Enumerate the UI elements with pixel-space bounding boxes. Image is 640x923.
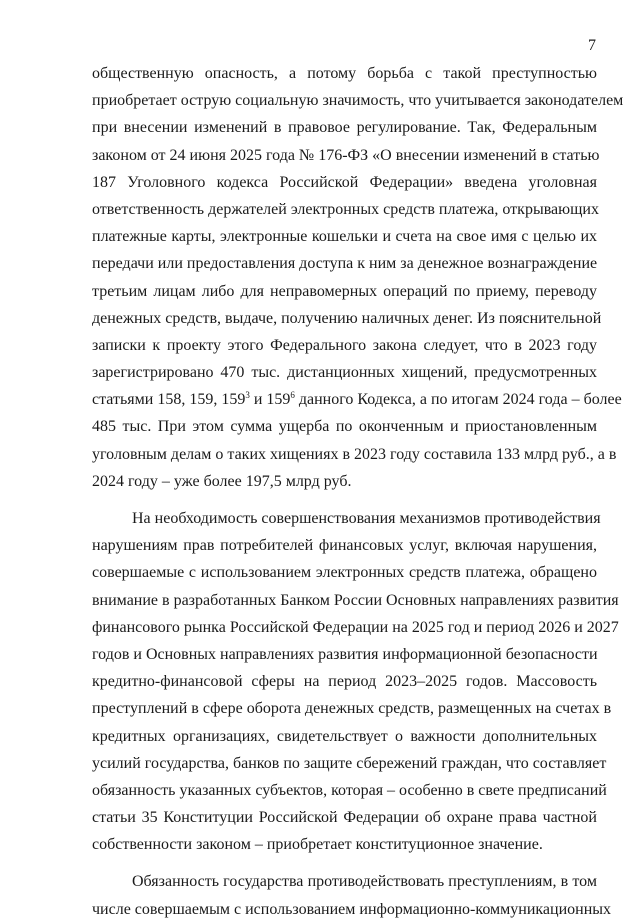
text-line: преступлений в сфере оборота денежных средств, размещенных на счетах в	[92, 700, 612, 718]
text-line: общественную опасность, а потому борьба с такой преступностью	[92, 65, 597, 82]
text-line: ответственность держателей электронных средств платежа, открывающих	[92, 200, 599, 218]
text-line: совершаемые с использованием электронных средств платежа, обращено	[92, 564, 597, 582]
text-line: приобретает острую социальную значимость, что учитывается законодателем	[92, 92, 624, 110]
text-line: денежных средств, выдаче, получению наличных денег. Из пояснительной	[92, 309, 602, 327]
superscript: 3	[245, 390, 250, 401]
superscript: 6	[290, 390, 295, 401]
text-line: усилий государства, банков по защите сбережений граждан, что составляет	[92, 754, 607, 772]
text-line: уголовным делам о таких хищениях в 2023 году составила 133 млрд руб., а в	[92, 445, 617, 463]
text-line: Обязанность государства противодействовать преступлениям, в том	[132, 873, 597, 891]
text-line: передачи или предоставления доступа к ним за денежное вознаграждение	[92, 255, 598, 273]
text-line: кредитно-финансовой сферы на период 2023–2025 годов. Массовость	[92, 673, 597, 691]
text-fragment: данного Кодекса, а по итогам 2024 года – более	[294, 391, 622, 409]
text-line: статьи 35 Конституции Российской Федерации об охране права частной	[92, 809, 597, 827]
text-line: внимание в разработанных Банком России Основных направлениях развития	[92, 591, 619, 609]
text-line: числе совершаемым с использованием информационно-коммуникационных	[92, 900, 612, 918]
text-line: собственности законом – приобретает конституционное значение.	[92, 836, 543, 854]
text-line: обязанность указанных субъектов, которая – особенно в свете предписаний	[92, 781, 607, 799]
text-line: нарушениям прав потребителей финансовых услуг, включая нарушения,	[92, 537, 597, 555]
text-fragment: статьями 158, 159, 159	[92, 391, 246, 409]
page-number: 7	[588, 37, 596, 54]
paragraph-3	[92, 868, 612, 922]
text-line: законом от 24 июня 2025 года № 176-ФЗ «О внесении изменений в статью	[92, 146, 600, 164]
text-line: 2024 году – уже более 197,5 млрд руб.	[92, 472, 352, 490]
text-line: платежные карты, электронные кошельки и счета на свое имя с целью их	[92, 228, 597, 246]
paragraph-1	[92, 60, 624, 495]
text-line: 187 Уголовного кодекса Российской Федерации» введена уголовная	[92, 173, 597, 191]
document-body	[92, 60, 624, 923]
text-line: годов и Основных направлениях развития информационной безопасности	[92, 645, 598, 663]
text-line: записки к проекту этого Федерального закона следует, что в 2023 году	[92, 336, 597, 354]
text-line: На необходимость совершенствования механизмов противодействия	[132, 510, 601, 527]
text-fragment: и 159	[249, 391, 291, 409]
text-line: зарегистрировано 470 тыс. дистанционных хищений, предусмотренных	[92, 364, 597, 382]
paragraph-2	[92, 505, 619, 858]
text-line: третьим лицам либо для неправомерных операций по приему, переводу	[92, 282, 597, 300]
text-line: при внесении изменений в правовое регулирование. Так, Федеральным	[92, 119, 597, 137]
text-line: кредитных организациях, свидетельствует о важности дополнительных	[92, 727, 597, 745]
text-line-with-superscripts	[92, 386, 622, 413]
text-line: 485 тыс. При этом сумма ущерба по оконченным и приостановленным	[92, 418, 597, 436]
text-line: финансового рынка Российской Федерации на 2025 год и период 2026 и 2027	[92, 618, 619, 636]
